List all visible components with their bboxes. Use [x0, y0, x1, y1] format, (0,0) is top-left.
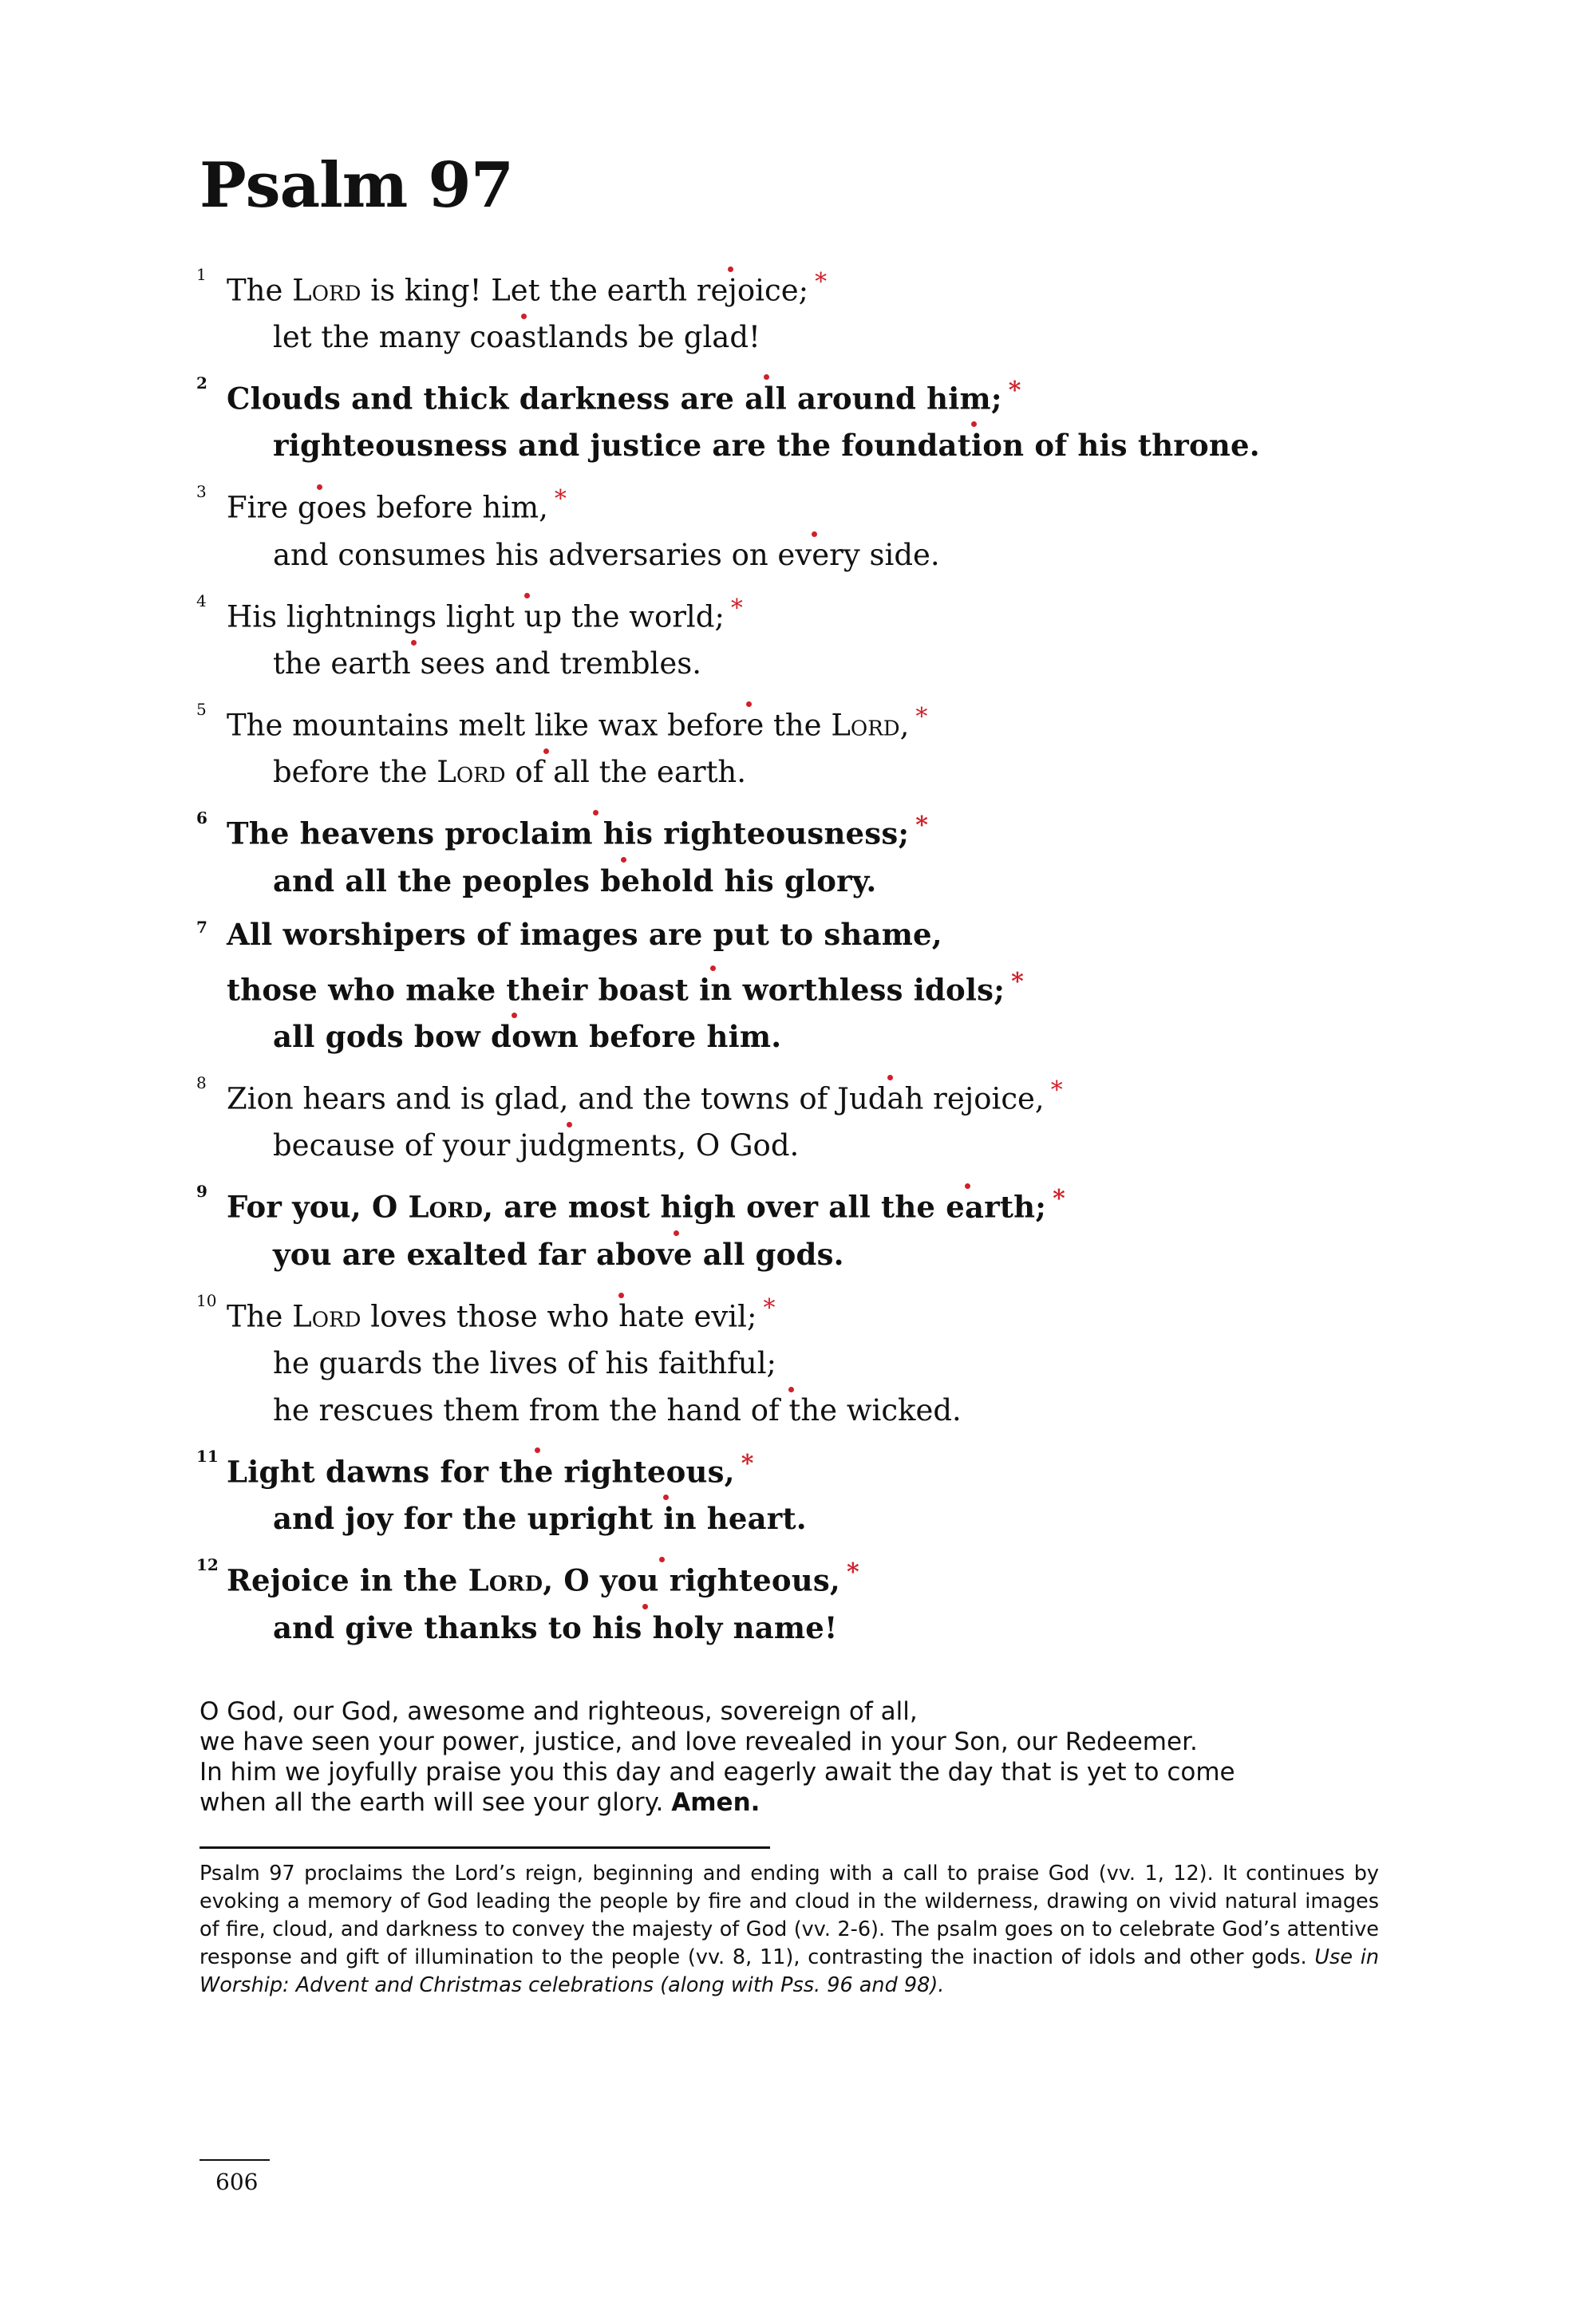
verse-line	[200, 911, 1444, 958]
verse-line-text: and consumes his adversaries on every side.	[273, 537, 940, 572]
verse-number: 6	[196, 808, 207, 828]
asterisk-mark: *	[1011, 967, 1024, 996]
verse-line	[200, 858, 1444, 905]
lord-small-caps: Lord	[437, 755, 506, 790]
verse-line	[200, 1013, 1444, 1060]
verse-line-text: those who make their boast in worthless idols;	[227, 972, 1005, 1008]
pointing-dot: a	[965, 1189, 985, 1225]
asterisk-mark: *	[554, 485, 567, 514]
verse-line-text: the earth sees and trembles.	[273, 646, 702, 681]
pointing-dot: e	[673, 1236, 693, 1272]
verse-line	[200, 1549, 1444, 1604]
verse-line-text: and joy for the upright in heart.	[273, 1501, 807, 1537]
verse	[196, 911, 1444, 1060]
verse-line-text: Fire goes before him,	[227, 490, 548, 525]
verse-line	[200, 640, 1444, 687]
verse-line-text: he guards the lives of his faithful;	[273, 1346, 777, 1381]
prayer-line: O God, our God, awesome and righteous, sovereign of all,	[200, 1696, 918, 1726]
asterisk-mark: *	[1050, 1076, 1063, 1105]
verse-line	[200, 422, 1444, 469]
pointing-dot: u	[523, 599, 543, 634]
verse	[196, 259, 1444, 361]
verse-line-text: Rejoice in the Lord, O you righteous,	[227, 1562, 840, 1598]
pointing-dot: h	[618, 1299, 638, 1334]
pointing-dot	[659, 1563, 670, 1598]
prayer-line	[200, 1787, 1444, 1818]
verse	[196, 1067, 1444, 1169]
verse-line	[200, 1605, 1444, 1652]
verse-number: 5	[196, 700, 207, 720]
pointing-dot	[593, 816, 603, 851]
lord-small-caps: Lord	[292, 273, 361, 308]
verse-number: 1	[196, 264, 207, 284]
verse-line	[200, 585, 1444, 640]
verse-line-text: The Lord is king! Let the earth rejoice;	[227, 273, 809, 308]
prayer-line: we have seen your power, justice, and love revealed in your Son, our Redeemer.	[200, 1727, 1198, 1756]
verse-line	[200, 1231, 1444, 1278]
verse-line	[200, 1122, 1444, 1169]
verse-line-text: and all the peoples behold his glory.	[273, 863, 877, 898]
verse-number: 8	[196, 1073, 207, 1093]
pointing-dot: n	[710, 972, 733, 1008]
verse-line-text: The mountains melt like wax before the Lord,	[227, 708, 910, 743]
verse-line	[200, 1387, 1444, 1434]
verse-number: 9	[196, 1182, 207, 1202]
pointing-dot: e	[621, 863, 641, 898]
verse-line	[200, 259, 1444, 314]
verse-line-text: he rescues them from the hand of the wicked.	[273, 1393, 962, 1428]
verse-line	[200, 802, 1444, 857]
verse-number: 2	[196, 373, 207, 393]
verse-line-text: Light dawns for the righteous,	[227, 1454, 735, 1490]
verse-number: 4	[196, 590, 207, 610]
verse-number: 10	[196, 1290, 217, 1310]
pointing-dot	[642, 1610, 653, 1645]
asterisk-mark: *	[915, 703, 928, 732]
verse-line	[200, 1440, 1444, 1495]
prayer-amen: Amen.	[671, 1787, 760, 1817]
verse-number: 11	[196, 1447, 219, 1467]
verse-line	[200, 748, 1444, 796]
pointing-dot: l	[764, 381, 776, 417]
verse-number: 7	[196, 917, 207, 937]
verse	[196, 1440, 1444, 1542]
pointing-dot: t	[788, 1393, 801, 1428]
pointing-dot: e	[534, 1454, 554, 1490]
note-use-in-worship: Use in Worship: Advent and Christmas celebrations (along with Pss. 96 and 98).	[200, 1945, 1380, 1997]
asterisk-mark: *	[846, 1558, 859, 1587]
verse-number: 12	[196, 1555, 219, 1575]
prayer-line-text: when all the earth will see your glory.	[200, 1787, 664, 1817]
asterisk-mark: *	[741, 1450, 754, 1479]
pointing-dot: j	[728, 273, 737, 308]
verse-line	[200, 1285, 1444, 1340]
note-divider	[200, 1846, 770, 1849]
prayer-line: In him we joyfully praise you this day and eagerly await the day that is yet to come	[200, 1757, 1235, 1787]
lord-small-caps: Lord	[831, 708, 900, 743]
verse-line	[200, 1495, 1444, 1542]
verse-line	[200, 693, 1444, 748]
page-title: Psalm 97	[200, 149, 513, 222]
verse-line-text: All worshipers of images are put to shame,	[227, 916, 942, 952]
verse-line-text: and give thanks to his holy name!	[273, 1609, 838, 1645]
asterisk-mark: *	[815, 267, 828, 296]
verse	[196, 1285, 1444, 1434]
verse-line	[200, 1340, 1444, 1387]
verse-line	[200, 476, 1444, 531]
lord-small-caps: Lord	[292, 1299, 361, 1334]
lord-small-caps: Lord	[468, 1562, 543, 1598]
verse-line	[200, 1175, 1444, 1230]
pointing-dot: a	[887, 1081, 905, 1116]
verse	[196, 802, 1444, 904]
lord-small-caps: Lord	[408, 1189, 484, 1225]
verse	[196, 367, 1444, 469]
pointing-dot	[411, 646, 421, 681]
verse-line	[200, 314, 1444, 361]
footer-rule	[200, 2159, 270, 2161]
verse-line-text: Zion hears and is glad, and the towns of Judah rejoice,	[227, 1081, 1045, 1116]
asterisk-mark: *	[1053, 1185, 1066, 1214]
verse	[196, 1549, 1444, 1651]
pointing-dot	[543, 755, 553, 789]
verse-line-text: For you, O Lord, are most high over all the earth;	[227, 1189, 1047, 1225]
verse-line-text: Clouds and thick darkness are all around him;	[227, 381, 1002, 417]
pointing-dot: i	[663, 1501, 675, 1537]
asterisk-mark: *	[1008, 377, 1021, 405]
psalm-prayer	[200, 1696, 1444, 1818]
verse-line-text: The heavens proclaim his righteousness;	[227, 815, 910, 851]
verse-line-text: all gods bow down before him.	[273, 1019, 782, 1055]
page	[196, 149, 1444, 2000]
pointing-dot: e	[812, 537, 830, 572]
psalm-note	[200, 1860, 1379, 2000]
page-number: 606	[215, 2169, 259, 2195]
verse-line	[200, 958, 1444, 1013]
pointing-dot: e	[746, 708, 764, 743]
asterisk-mark: *	[763, 1293, 776, 1322]
verse-line-text: righteousness and justice are the foundation of his throne.	[273, 428, 1260, 464]
verse	[196, 585, 1444, 687]
pointing-dot: i	[971, 428, 983, 464]
psalm-text	[196, 259, 1444, 1652]
verse-line-text: The Lord loves those who hate evil;	[227, 1299, 757, 1334]
verse-line-text: you are exalted far above all gods.	[273, 1236, 844, 1272]
verse	[196, 1175, 1444, 1277]
verse	[196, 693, 1444, 796]
pointing-dot: o	[512, 1019, 531, 1055]
verse-line-text: let the many coastlands be glad!	[273, 320, 760, 355]
asterisk-mark: *	[915, 811, 929, 840]
pointing-dot: s	[521, 320, 537, 355]
verse-line	[200, 1067, 1444, 1122]
verse	[196, 476, 1444, 578]
note-text: Psalm 97 proclaims the Lord’s reign, beginning and ending with a call to praise God (vv. 1, 12). It continues by evoking a memory of God leading the people by fire and cloud in the wilderness, drawing on vivid natural images of fire, cloud, and darkness to convey the majesty of God (vv. 2-6). The psalm goes on to celebrate God’s attentive response and gift of illumination to the people (vv. 8, 11), contrasting the inaction of idols and other gods.	[200, 1861, 1379, 1969]
verse-line-text: before the Lord of all the earth.	[273, 755, 747, 790]
pointing-dot: g	[567, 1128, 586, 1163]
verse-line-text: because of your judgments, O God.	[273, 1128, 800, 1163]
verse-line-text: His lightnings light up the world;	[227, 599, 725, 634]
pointing-dot: o	[316, 490, 334, 525]
verse-line	[200, 531, 1444, 578]
verse-line	[200, 367, 1444, 422]
asterisk-mark: *	[730, 594, 743, 622]
verse-number: 3	[196, 482, 207, 502]
